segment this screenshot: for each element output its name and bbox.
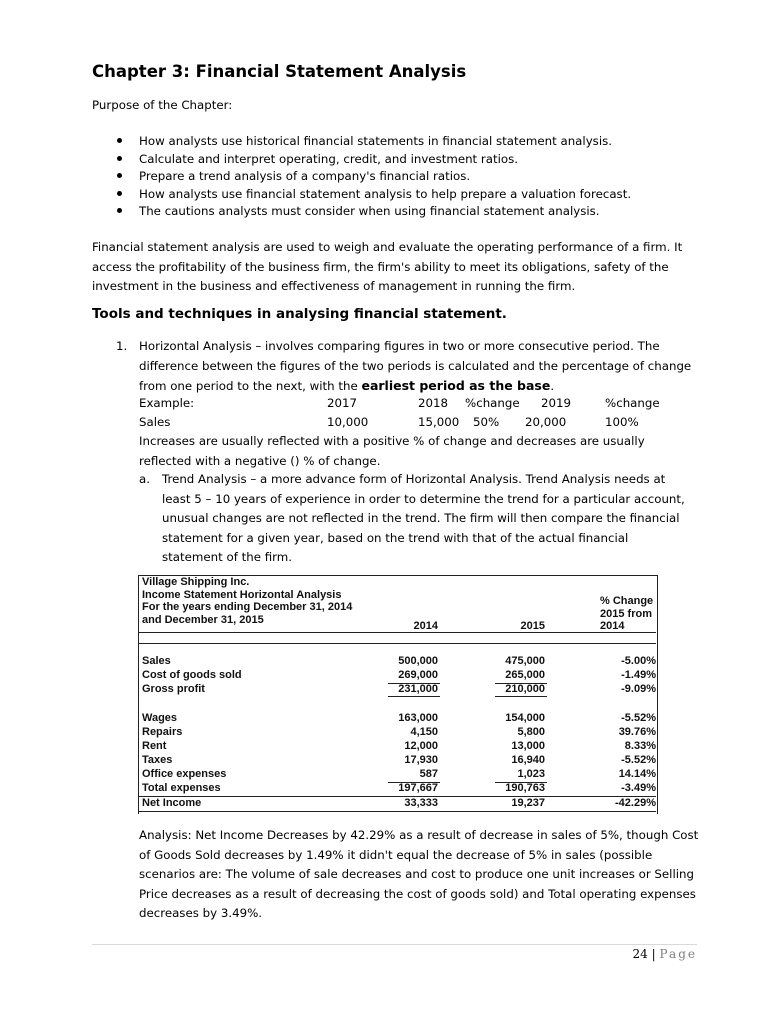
cell-pct: -5.52% <box>621 754 656 766</box>
cell-2015: 19,237 <box>511 797 545 809</box>
cell-pct: -5.52% <box>621 712 656 724</box>
example-pct-1: 50% <box>473 415 500 429</box>
column-header-2015: 2015 <box>520 620 545 632</box>
increase-paragraph: Increases are usually reflected with a positive % of change and decreases are usually reflected with a negative () % of change. <box>139 434 645 468</box>
cell-2015: 210,000 <box>505 683 545 695</box>
row-label-total-expenses: Total expenses <box>142 782 221 794</box>
cell-2014: 163,000 <box>398 712 438 724</box>
cell-2014: 197,667 <box>398 782 438 794</box>
cell-2014: 269,000 <box>398 669 438 681</box>
cell-2014: 17,930 <box>404 754 438 766</box>
cell-2014: 4,150 <box>410 726 438 738</box>
row-label-office-expenses: Office expenses <box>142 768 227 780</box>
cell-2015: 154,000 <box>505 712 545 724</box>
cell-2015: 190,763 <box>505 782 545 794</box>
table-bottom-border <box>139 811 656 812</box>
column-header-change <box>578 595 656 633</box>
example-table <box>139 394 699 433</box>
income-statement-table <box>138 575 658 815</box>
bullet-item: The cautions analysts must consider when using financial statement analysis. <box>115 202 631 220</box>
cell-2014: 500,000 <box>398 655 438 667</box>
table-company-name: Village Shipping Inc. <box>142 576 250 588</box>
example-pct-header-1: %change <box>465 396 520 410</box>
page-footer <box>633 947 697 961</box>
bullet-item: Calculate and interpret operating, credit, and investment ratios. <box>115 150 631 168</box>
footer-divider <box>92 944 697 945</box>
cell-pct: -9.09% <box>621 683 656 695</box>
row-label-cogs: Cost of goods sold <box>142 669 242 681</box>
chapter-title: Chapter 3: Financial Statement Analysis <box>92 62 467 81</box>
intro-paragraph: Financial statement analysis are used to weigh and evaluate the operating performance of a firm. It access the profitability of the business firm, the firm's ability to meet its obligations, safety of the investment in the business and effectiveness of management in running the firm. <box>92 240 683 293</box>
section-title: Tools and techniques in analysing financial statement. <box>92 306 507 322</box>
cell-pct: -3.49% <box>621 782 656 794</box>
cell-pct: -1.49% <box>621 669 656 681</box>
table-header-title <box>142 576 352 626</box>
header-divider <box>139 643 656 644</box>
horizontal-bold-text: earliest period as the base <box>361 378 551 393</box>
page-word: Page <box>659 947 697 961</box>
footer-separator: | <box>651 947 656 961</box>
table-period-line-2: and December 31, 2015 <box>142 613 264 626</box>
row-label-net-income: Net Income <box>142 797 202 809</box>
example-year-2018: 2018 <box>418 396 449 410</box>
row-label-taxes: Taxes <box>142 754 173 766</box>
horizontal-text: Horizontal Analysis – involves comparing figures in two or more consecutive period. The difference between the figures of the two periods is calculated and the percentage of change from one period to the next, with the <box>139 339 692 393</box>
trend-analysis-paragraph: Trend Analysis – a more advance form of Horizontal Analysis. Trend Analysis needs at least 5 – 10 years of experience in order to determine the trend for a particular account, unusual changes are not reflected in the trend. The firm will then compare the financial statement for a given year, based on the trend with that of the actual financial statement of the firm. <box>162 472 685 564</box>
analysis-paragraph: Analysis: Net Income Decreases by 42.29% as a result of decrease in sales of 5%, though Cost of Goods Sold decreases by 1.49% it didn't equal the decrease of 5% in sales (possible scenarios are: The volume of sale decreases and cost to produce one unit increases or Selling Price decreases as a result of decreasing the cost of goods sold) and Total operating expenses decreases by 3.49%. <box>139 828 699 920</box>
example-row-label: Sales <box>139 415 171 429</box>
cell-2015: 1,023 <box>517 768 545 780</box>
row-label-rent: Rent <box>142 740 167 752</box>
row-label-sales: Sales <box>142 655 171 667</box>
page-number: 24 <box>632 947 648 961</box>
change-header-line-3: 2014 <box>600 620 625 632</box>
cell-pct: -42.29% <box>615 797 656 809</box>
row-label-wages: Wages <box>142 712 178 724</box>
table-period-line-1: For the years ending December 31, 2014 <box>142 601 353 613</box>
row-label-repairs: Repairs <box>142 726 183 738</box>
cell-2015: 13,000 <box>511 740 545 752</box>
table-statement-name: Income Statement Horizontal Analysis <box>142 588 342 601</box>
cell-pct: 14.14% <box>618 768 656 780</box>
cell-2015: 16,940 <box>511 754 545 766</box>
example-pct-header-2: %change <box>605 396 660 410</box>
change-header-line-2: 2015 from <box>600 607 652 620</box>
horizontal-analysis-paragraph <box>139 337 699 397</box>
cell-2014: 33,333 <box>404 797 438 809</box>
example-value-2017: 10,000 <box>327 415 369 429</box>
cell-pct: 8.33% <box>624 740 656 752</box>
cell-2014: 587 <box>419 768 438 780</box>
cell-2015: 265,000 <box>505 669 545 681</box>
bullet-item: Prepare a trend analysis of a company's financial ratios. <box>115 167 631 185</box>
column-header-2014: 2014 <box>413 620 438 632</box>
purpose-bullet-list <box>115 132 631 220</box>
example-label: Example: <box>139 396 195 410</box>
row-label-gross-profit: Gross profit <box>142 683 205 695</box>
cell-pct: 39.76% <box>618 726 656 738</box>
cell-2015: 475,000 <box>505 655 545 667</box>
total-underline <box>388 696 440 697</box>
bullet-item: How analysts use financial statement analysis to help prepare a valuation forecast. <box>115 185 631 203</box>
cell-2015: 5,800 <box>517 726 545 738</box>
example-year-2017: 2017 <box>327 396 358 410</box>
total-underline <box>495 696 547 697</box>
bullet-item: How analysts use historical financial statements in financial statement analysis. <box>115 132 631 150</box>
example-year-2019: 2019 <box>541 396 572 410</box>
header-divider <box>139 632 656 633</box>
cell-pct: -5.00% <box>621 655 656 667</box>
list-letter: a. <box>139 472 150 486</box>
purpose-label: Purpose of the Chapter: <box>92 98 233 112</box>
cell-2014: 12,000 <box>404 740 438 752</box>
example-value-2018: 15,000 <box>418 415 460 429</box>
example-value-2019: 20,000 <box>525 415 567 429</box>
list-number: 1. <box>116 339 128 353</box>
cell-2014: 231,000 <box>398 683 438 695</box>
example-pct-2: 100% <box>605 415 639 429</box>
horizontal-end-text: . <box>550 379 555 393</box>
change-header-line-1: % Change <box>600 595 654 607</box>
